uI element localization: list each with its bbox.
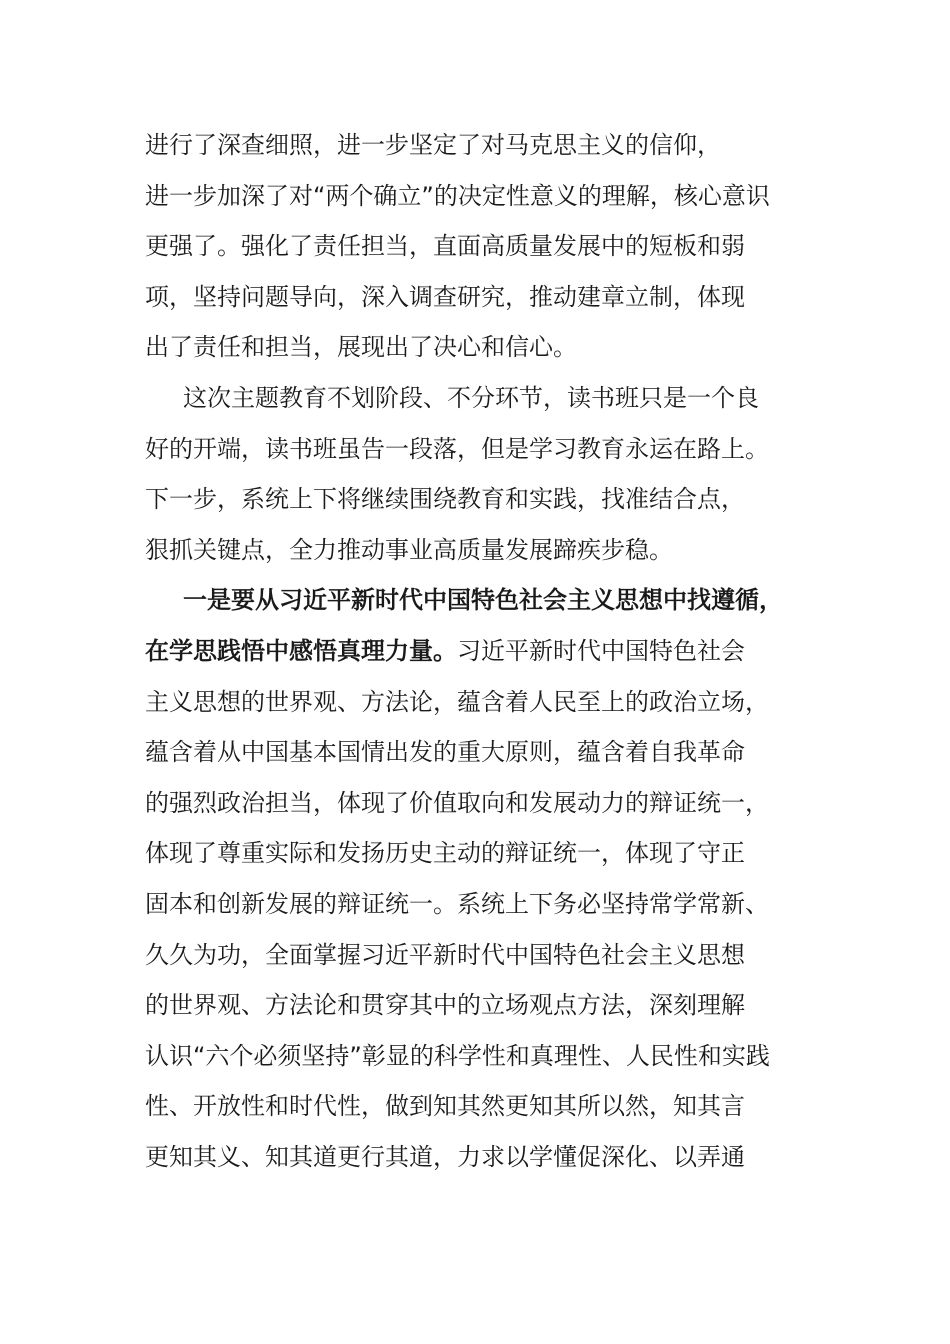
text-line: 蕴含着从中国基本国情出发的重大原则，蕴含着自我革命	[145, 738, 745, 767]
document-body	[145, 120, 810, 1182]
paragraph-3	[145, 575, 810, 1182]
text-line: 这次主题教育不划阶段、不分环节，读书班只是一个良	[183, 383, 759, 412]
text-line: 主义思想的世界观、方法论，蕴含着人民至上的政治立场，	[145, 687, 769, 716]
text-line: 好的开端，读书班虽告一段落，但是学习教育永运在路上。	[145, 434, 769, 463]
text-line: 更强了。强化了责任担当，直面高质量发展中的短板和弱	[145, 232, 745, 261]
text-line: 的世界观、方法论和贯穿其中的立场观点方法，深刻理解	[145, 991, 745, 1020]
text-line: 进行了深查细照，进一步坚定了对马克思主义的信仰，	[145, 131, 721, 159]
bold-heading-tail: 在学思践悟中感悟真理力量。	[145, 636, 457, 665]
text-line: 的强烈政治担当，体现了价值取向和发展动力的辩证统一，	[145, 788, 769, 817]
text-line: 项，坚持问题导向，深入调查研究，推动建章立制，体现	[145, 282, 745, 311]
text-line: 体现了尊重实际和发扬历史主动的辩证统一，体现了守正	[145, 839, 745, 868]
text-line: 出了责任和担当，展现出了决心和信心。	[145, 333, 577, 362]
paragraph-1	[145, 120, 810, 373]
text-line-rest: 习近平新时代中国特色社会	[457, 636, 745, 665]
text-line: 进一步加深了对“两个确立”的决定性意义的理解，核心意识	[145, 181, 770, 210]
text-line: 下一步，系统上下将继续围绕教育和实践，找准结合点，	[145, 485, 745, 514]
text-line: 性、开放性和时代性，做到知其然更知其所以然，知其言	[145, 1092, 745, 1121]
text-line: 更知其义、知其道更行其道，力求以学懂促深化、以弄通	[145, 1142, 745, 1171]
text-line: 认识“六个必须坚持”彰显的科学性和真理性、人民性和实践	[145, 1041, 770, 1070]
text-line: 固本和创新发展的辩证统一。系统上下务必坚持常学常新、	[145, 889, 769, 918]
paragraph-2	[145, 373, 810, 575]
text-line	[145, 626, 810, 677]
text-line: 久久为功，全面掌握习近平新时代中国特色社会主义思想	[145, 940, 745, 969]
text-line: 狠抓关键点，全力推动事业高质量发展蹄疾步稳。	[145, 535, 673, 564]
bold-heading-line: 一是要从习近平新时代中国特色社会主义思想中找遵循，	[183, 586, 783, 615]
